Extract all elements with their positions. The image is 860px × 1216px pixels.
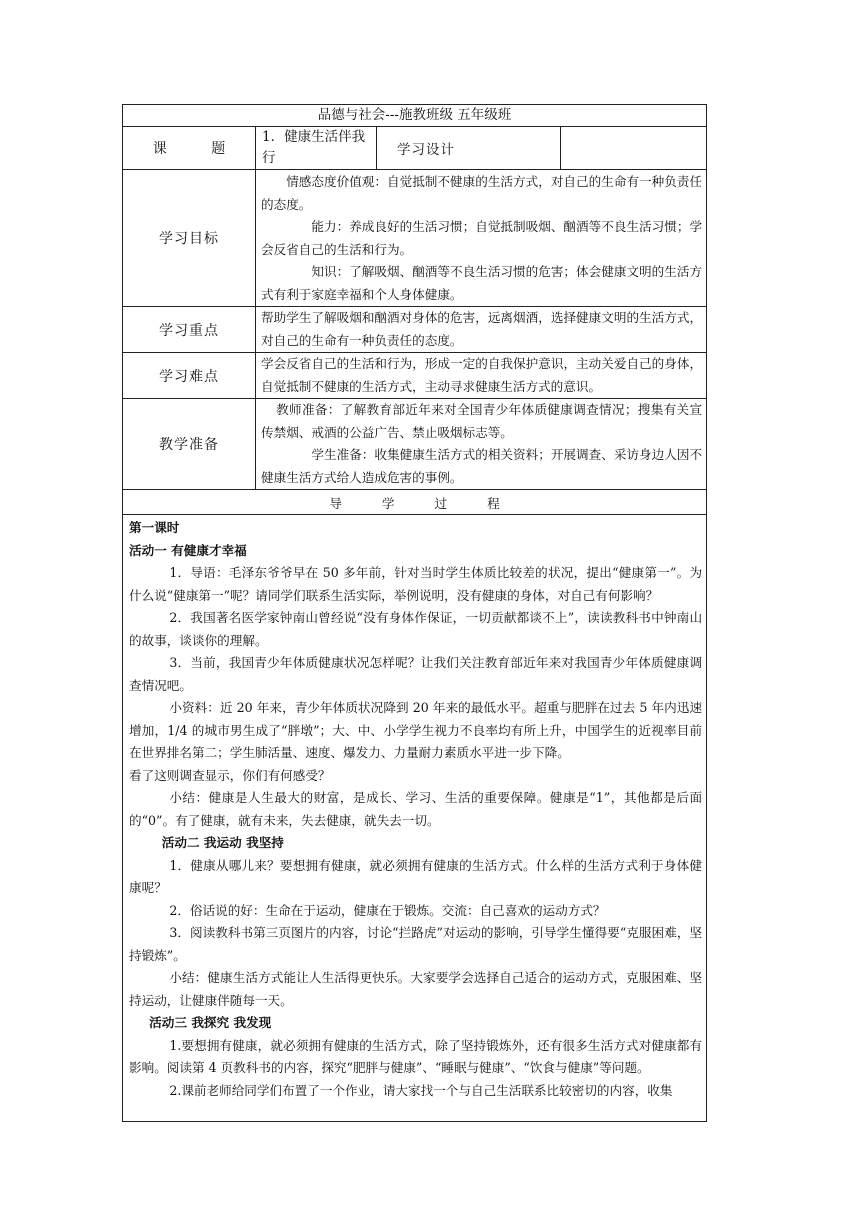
activity2-summary: 小结：健康生活方式能让人生活得更快乐。大家要学会选择自己适合的运动方式，克服困难、坚持运动，让健康伴随每一天。 <box>129 970 703 1008</box>
key-points-label: 学习重点 <box>123 307 256 353</box>
difficulties-label: 学习难点 <box>123 353 256 399</box>
goals-line-attitude: 情感态度价值观：自觉抵制不健康的生活方式，对自己的生命有一种负责任的态度。 <box>261 174 703 212</box>
activity2-paragraph: 3．阅读教科书第三页图片的内容，讨论“拦路虎”对运动的影响，引导学生懂得要“克服困难，坚持锻炼”。 <box>129 925 703 963</box>
guide-heading: 导 学 过 程 <box>123 490 707 515</box>
goals-content <box>256 170 707 307</box>
activity1-resource: 小资料：近 20 年来，青少年体质状况降到 20 年来的最低水平。超重与肥胖在过去 5 年内迅速增加，1/4 的城市男生成了“胖墩”；大、中、小学学生视力不良率均有所上升，中国学生的近视率目前在世界排名第二；学生肺活量、速度、爆发力、力量耐力素质水平进一步下降。 <box>129 700 703 760</box>
title-row <box>123 105 707 127</box>
activity3-paragraph: 1.要想拥有健康，就必须拥有健康的生活方式，除了坚持锻炼外，还有很多生活方式对健康都有影响。阅读第 4 页教科书的内容，探究“肥胖与健康”、“睡眠与健康”、“饮食与健康”等问题。 <box>129 1037 703 1075</box>
empty-cell <box>561 127 707 170</box>
key-points-text: 帮助学生了解吸烟和酗酒对身体的危害，远离烟酒，选择健康文明的生活方式，对自己的生命有一种负责任的态度。 <box>261 310 703 348</box>
activity1-paragraph: 2．我国著名医学家钟南山曾经说“没有身体作保证，一切贡献都谈不上”，读读教科书中钟南山的故事，谈谈你的理解。 <box>129 610 703 648</box>
lesson-title: 第一课时 <box>129 520 180 535</box>
topic-row <box>123 127 707 170</box>
activity1-question: 看了这则调查显示，你们有何感受？ <box>129 767 331 783</box>
activity1-paragraph: 1．导语：毛泽东爷爷早在 50 多年前，针对当时学生体质比较差的状况，提出“健康第一”。为什么说“健康第一”呢？请同学们联系生活实际，举例说明，没有健康的身体，对自己有何影响？ <box>129 565 703 603</box>
design-label: 学习设计 <box>377 127 561 170</box>
guide-heading-row <box>123 490 707 515</box>
guide-process-row <box>123 515 707 1122</box>
difficulties-text: 学会反省自己的生活和行为，形成一定的自我保护意识，主动关爱自己的身体，自觉抵制不健康的生活方式，主动寻求健康生活方式的意识。 <box>261 356 703 394</box>
preparation-content <box>256 399 707 490</box>
goals-line-ability: 能力：养成良好的生活习惯；自觉抵制吸烟、酗酒等不良生活习惯；学会反省自己的生活和行为。 <box>261 219 703 257</box>
guide-process-content <box>123 515 707 1122</box>
activity3-paragraph: 2.课前老师给同学们布置了一个作业，请大家找一个与自己生活联系比较密切的内容，收集 <box>169 1082 673 1098</box>
activity1-summary: 小结：健康是人生最大的财富，是成长、学习、生活的重要保障。健康是“1”，其他都是后面的“0”。有了健康，就有未来，失去健康，就失去一切。 <box>129 790 703 828</box>
preparation-label: 教学准备 <box>123 399 256 490</box>
goals-label: 学习目标 <box>123 170 256 307</box>
student-preparation: 学生准备：收集健康生活方式的相关资料；开展调查、采访身边人因不健康生活方式给人造成危害的事例。 <box>261 447 703 485</box>
activity3-title: 活动三 我探究 我发现 <box>149 1015 272 1030</box>
difficulties-row <box>123 353 707 399</box>
topic-label: 课 题 <box>123 127 256 170</box>
document-title: 品德与社会---施教班级 五年级班 <box>123 105 707 127</box>
activity1-paragraph: 3．当前，我国青少年体质健康状况怎样呢？让我们关注教育部近年来对我国青少年体质健康调查情况吧。 <box>129 655 703 693</box>
goals-row <box>123 170 707 307</box>
difficulties-content <box>256 353 707 399</box>
teacher-preparation: 教师准备：了解教育部近年来对全国青少年体质健康调查情况；搜集有关宣传禁烟、戒酒的公益广告、禁止吸烟标志等。 <box>261 402 703 440</box>
activity2-title: 活动二 我运动 我坚持 <box>161 835 284 850</box>
key-points-content <box>256 307 707 353</box>
topic-value: 1．健康生活伴我行 <box>256 127 377 170</box>
preparation-row <box>123 399 707 490</box>
activity1-title: 活动一 有健康才幸福 <box>129 542 247 558</box>
activity2-paragraph: 1．健康从哪儿来？要想拥有健康，就必须拥有健康的生活方式。什么样的生活方式利于身体健康呢？ <box>129 857 703 895</box>
lesson-plan-table <box>122 104 707 1122</box>
lesson-plan-page <box>122 104 706 1122</box>
activity2-paragraph: 2．俗话说的好：生命在于运动，健康在于锻炼。交流：自己喜欢的运动方式？ <box>169 902 606 918</box>
key-points-row <box>123 307 707 353</box>
goals-line-knowledge: 知识：了解吸烟、酗酒等不良生活习惯的危害；体会健康文明的生活方式有利于家庭幸福和个人身体健康。 <box>261 264 703 302</box>
